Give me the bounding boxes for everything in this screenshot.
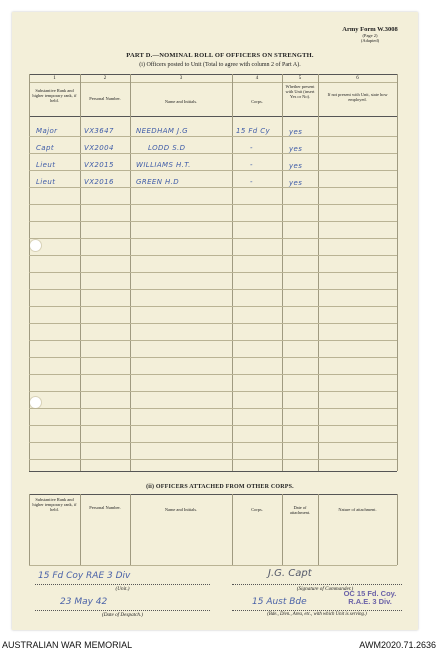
commander-signature: J.G. Capt bbox=[268, 568, 312, 579]
table2-col-divider bbox=[80, 494, 81, 565]
column-header-attachment-nature: Nature of attachment. bbox=[338, 507, 377, 512]
table2-top-border bbox=[29, 494, 397, 495]
ruled-line bbox=[29, 204, 397, 205]
date-underline bbox=[35, 610, 210, 611]
rank-cell: Major bbox=[36, 127, 58, 135]
punch-hole-top bbox=[29, 239, 42, 252]
column-header-corps: Corps. bbox=[251, 99, 263, 104]
ruled-line bbox=[29, 374, 397, 375]
ruled-line bbox=[29, 136, 397, 137]
ruled-line bbox=[29, 289, 397, 290]
corps-cell: 15 Fd Cy bbox=[236, 127, 271, 135]
column-header-name: Name and Initials. bbox=[164, 99, 198, 104]
ruled-line bbox=[29, 323, 397, 324]
present-cell: yes bbox=[289, 145, 303, 153]
column-number: 2 bbox=[103, 76, 107, 81]
ruled-line bbox=[29, 272, 397, 273]
ruled-line bbox=[29, 153, 397, 154]
footer-bar bbox=[0, 638, 440, 653]
corps-cell: - bbox=[250, 178, 253, 186]
column-header-present: Whether present with Unit (insert Yes or No). bbox=[285, 84, 315, 99]
rank-cell: Lieut bbox=[36, 161, 56, 169]
name-cell: NEEDHAM J.G bbox=[136, 127, 188, 135]
column-number: 4 bbox=[255, 76, 259, 81]
signature-caption: (Signature of Commander.) bbox=[296, 586, 354, 592]
ruled-line bbox=[29, 425, 397, 426]
ruled-line bbox=[29, 221, 397, 222]
footer-source: AUSTRALIAN WAR MEMORIAL bbox=[2, 640, 133, 650]
personal-number-cell: VX3647 bbox=[84, 127, 114, 135]
personal-number-cell: VX2016 bbox=[84, 178, 114, 186]
present-cell: yes bbox=[289, 128, 303, 136]
brigade-underline bbox=[232, 610, 402, 611]
rank-cell: Capt bbox=[36, 144, 54, 152]
part-title: PART D.—NOMINAL ROLL OF OFFICERS ON STRENGTH. bbox=[126, 52, 314, 59]
column-number: 1 bbox=[53, 76, 56, 81]
column-header-rank: Substantive Rank and higher temporary rank, if held. bbox=[32, 88, 77, 103]
rank-cell: Lieut bbox=[36, 178, 56, 186]
signature-underline bbox=[232, 584, 402, 585]
unit-handwritten: 15 Fd Coy RAE 3 Div bbox=[38, 571, 131, 581]
name-cell: GREEN H.D bbox=[136, 178, 180, 186]
ruled-line bbox=[29, 306, 397, 307]
column-number: 3 bbox=[179, 76, 183, 81]
ruled-line bbox=[29, 459, 397, 460]
column-header-number: Personal Number. bbox=[89, 96, 121, 101]
table2-col-divider bbox=[282, 494, 283, 565]
name-cell: LODD S.D bbox=[148, 144, 186, 152]
ruled-line bbox=[29, 408, 397, 409]
ruled-line bbox=[29, 340, 397, 341]
table1-top-border bbox=[29, 74, 397, 75]
date-caption: (Date of Despatch.) bbox=[101, 612, 144, 618]
unit-stamp bbox=[330, 590, 410, 606]
section2-title: (ii) OFFICERS ATTACHED FROM OTHER CORPS. bbox=[146, 484, 294, 490]
despatch-date-handwritten: 23 May 42 bbox=[60, 597, 108, 607]
table1-number-row-border bbox=[29, 82, 397, 83]
unit-underline bbox=[35, 584, 210, 585]
ruled-line bbox=[29, 238, 397, 239]
brigade-handwritten: 15 Aust Bde bbox=[252, 597, 307, 607]
ruled-line bbox=[29, 170, 397, 171]
ruled-line bbox=[29, 391, 397, 392]
form-page: (Page 2) bbox=[362, 33, 378, 38]
column-header-number: Personal Number. bbox=[89, 505, 121, 510]
table2-col-divider bbox=[397, 494, 398, 565]
footer-accession-number: AWM2020.71.2636 bbox=[359, 640, 436, 650]
ruled-line bbox=[29, 255, 397, 256]
table1-bottom-border bbox=[29, 471, 397, 472]
present-cell: yes bbox=[289, 179, 303, 187]
form-number: Army Form W.3008 bbox=[342, 26, 398, 33]
ruled-line bbox=[29, 357, 397, 358]
corps-cell: - bbox=[250, 161, 253, 169]
column-header-employed: If not present with Unit, state how employed. bbox=[327, 92, 388, 102]
stamp-line: R.A.E. 3 Div. bbox=[348, 597, 392, 606]
column-header-corps: Corps. bbox=[251, 507, 263, 512]
personal-number-cell: VX2004 bbox=[84, 144, 114, 152]
table2-bottom-border bbox=[29, 565, 397, 566]
column-number: 5 bbox=[298, 76, 302, 81]
column-header-rank: Substantive Rank and higher temporary rank, if held. bbox=[32, 497, 77, 512]
ruled-line bbox=[29, 187, 397, 188]
personal-number-cell: VX2015 bbox=[84, 161, 114, 169]
table2-col-divider bbox=[232, 494, 233, 565]
table2-col-divider bbox=[130, 494, 131, 565]
section1-title: (i) Officers posted to Unit (Total to agree with column 2 of Part A). bbox=[139, 62, 301, 68]
column-header-name: Name and Initials. bbox=[164, 507, 198, 512]
stamp-line: OC 15 Fd. Coy. bbox=[343, 589, 397, 598]
ruled-line bbox=[29, 442, 397, 443]
name-cell: WILLIAMS H.T. bbox=[136, 161, 191, 169]
corps-cell: - bbox=[250, 144, 253, 152]
present-cell: yes bbox=[289, 162, 303, 170]
column-number: 6 bbox=[356, 76, 359, 81]
document-page bbox=[12, 12, 418, 630]
table1-header-border bbox=[29, 116, 397, 117]
table2-col-divider bbox=[29, 494, 30, 565]
column-header-attachment-date: Date of attachment. bbox=[289, 505, 311, 515]
table2-col-divider bbox=[318, 494, 319, 565]
brigade-caption: (Bde., Divn., Area, etc., with which Unit is serving.) bbox=[267, 612, 367, 617]
table1-col-divider bbox=[397, 74, 398, 471]
form-adapted: (Adapted) bbox=[360, 38, 380, 43]
unit-caption: (Unit.) bbox=[115, 586, 130, 592]
